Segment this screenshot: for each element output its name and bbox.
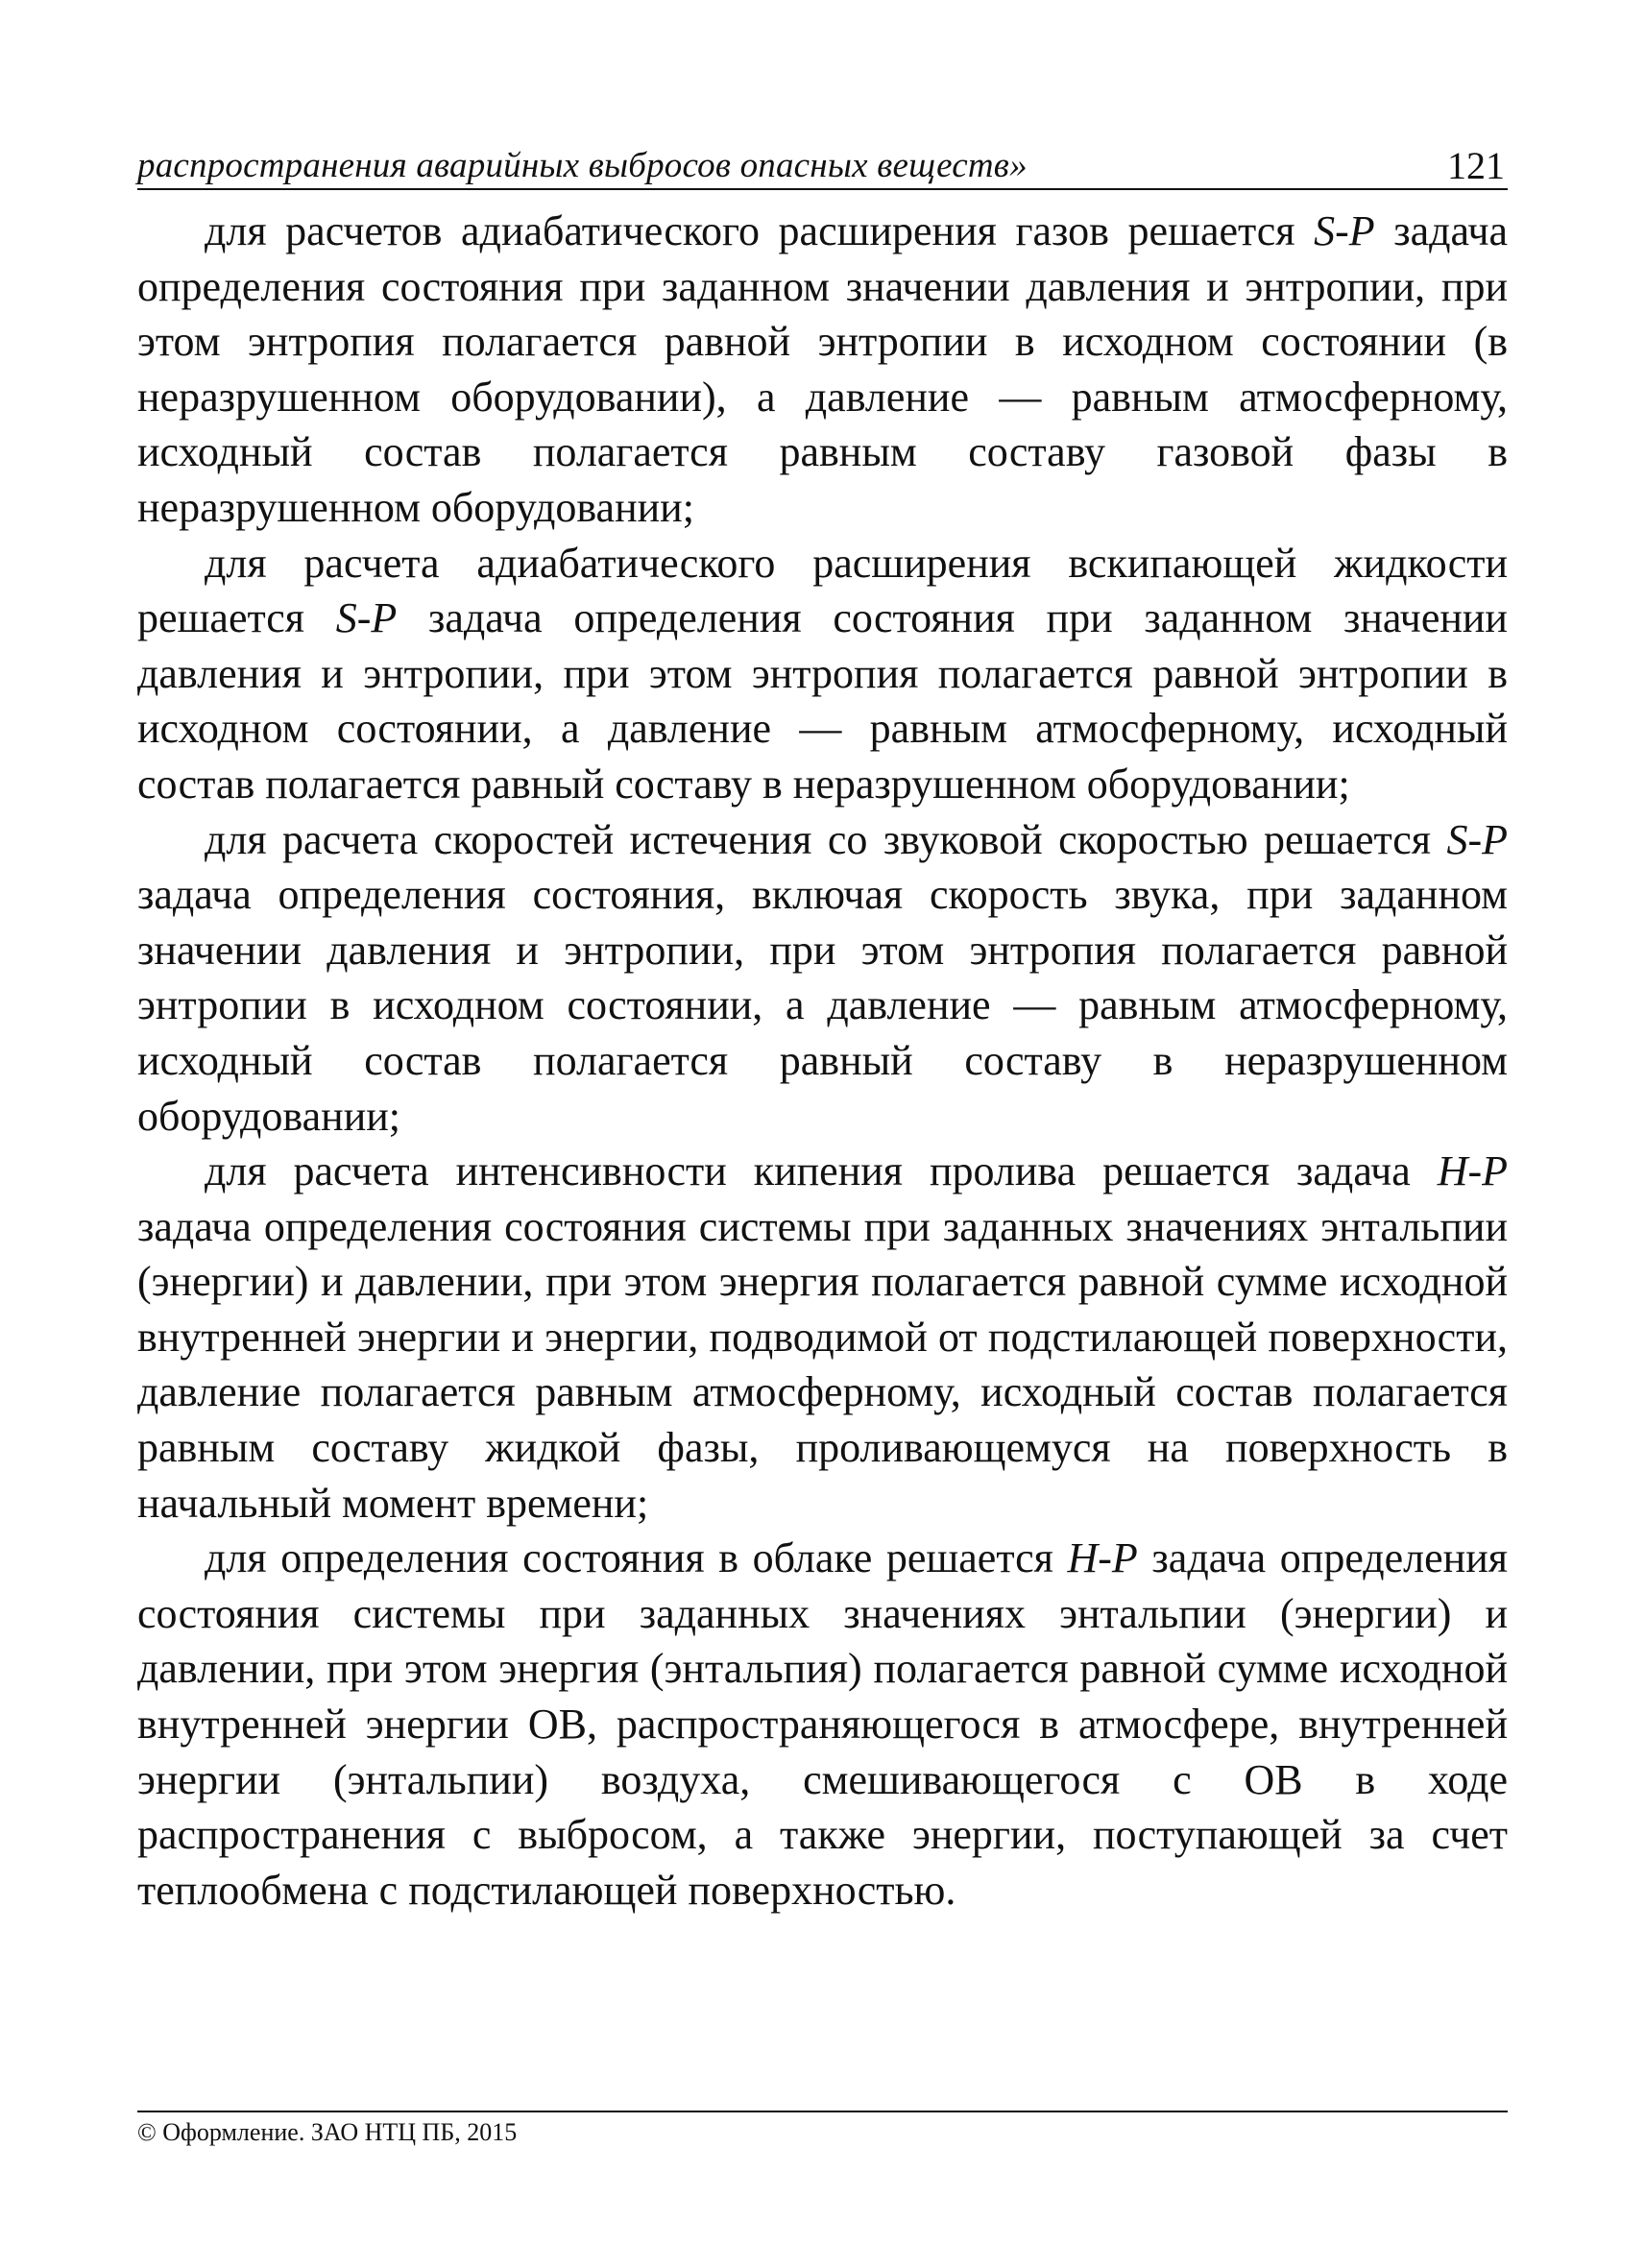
paragraph-text-run: для расчетов адиабатического расширения газов решается: [205, 207, 1315, 254]
paragraph-text-run: задача определения состояния системы при заданных значениях энтальпии (энергии) и давлении, при этом энергия (энтальпия) полагается равной сумме исходной внутренней энергии ОВ, распространяющегося в атмосфере, внутренней энергии (энтальпии) воздуха, смешивающегося с ОВ в ходе распространения с выбросом, а также энергии, поступающей за счет теплообмена с подстилающей поверхностью.: [137, 1534, 1509, 1914]
paragraph-text-run: задача определения состояния при заданном значении давления и энтропии, при этом энтропия полагается равной энтропии в исходном состоянии, а давление — равным атмосферному, исходный состав полагается равный составу в неразрушенном оборудовании;: [137, 594, 1508, 808]
paragraph-text-run: задача определения состояния, включая скорость звука, при заданном значении давления и энтропии, при этом энтропия полагается равной энтропии в исходном состоянии, а давление — равным атмосферному, исходный состав полагается равный составу в неразрушенном оборудовании;: [137, 871, 1508, 1140]
paragraph-text-run: для определения состояния в облаке решается: [205, 1534, 1068, 1582]
problem-type-label: S-P: [335, 594, 398, 642]
paragraph-text-run: для расчета интенсивности кипения пролива решается задача: [205, 1147, 1438, 1195]
page-number: 121: [1447, 144, 1505, 187]
running-title: распространения аварийных выбросов опасных веществ»: [137, 146, 1028, 185]
paragraph-hp-spill-boiling: [137, 1144, 1508, 1531]
problem-type-label: H-P: [1437, 1147, 1508, 1195]
problem-type-label: H-P: [1067, 1534, 1138, 1582]
paragraph-sp-boiling-liquid: [137, 536, 1508, 812]
paragraph-text-run: для расчета скоростей истечения со звуковой скоростью решается: [205, 815, 1447, 863]
page-footer: [137, 2111, 1508, 2147]
body-text: [137, 204, 1508, 1918]
paragraph-text-run: для расчета адиабатического расширения вскипающей жидкости решается: [137, 539, 1508, 642]
paragraph-sp-sonic-outflow: [137, 812, 1508, 1145]
paragraph-text-run: задача определения состояния системы при заданных значениях энтальпии (энергии) и давлении, при этом энергия полагается равной сумме исходной внутренней энергии и энергии, подводимой от подстилающей поверхности, давление полагается равным атмосферному, исходный состав полагается равным составу жидкой фазы, проливающемуся на поверхность в начальный момент времени;: [137, 1202, 1508, 1527]
paragraph-text-run: задача определения состояния при заданном значении давления и энтропии, при этом энтропия полагается равной энтропии в исходном состоянии (в неразрушенном оборудовании), а давление — равным атмосферному, исходный состав полагается равным составу газовой фазы в неразрушенном оборудовании;: [137, 207, 1508, 531]
page-header: [137, 134, 1508, 190]
problem-type-label: S-P: [1446, 815, 1508, 863]
copyright-notice: © Оформление. ЗАО НТЦ ПБ, 2015: [137, 2118, 518, 2146]
paragraph-sp-gas-expansion: [137, 204, 1508, 536]
paragraph-hp-cloud-state: [137, 1531, 1508, 1918]
problem-type-label: S-P: [1314, 207, 1375, 254]
